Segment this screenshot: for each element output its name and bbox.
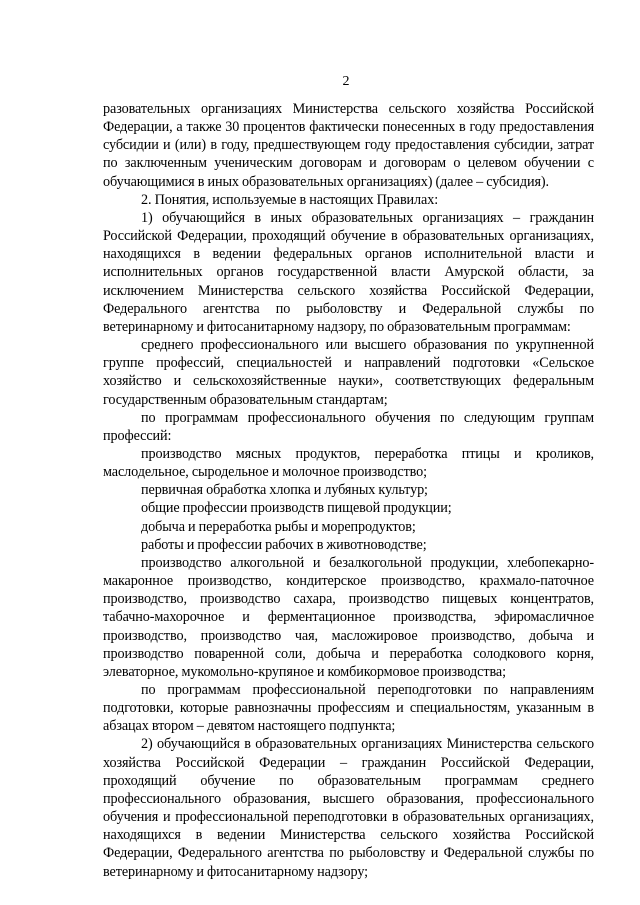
paragraph-item-1-secondary-higher-education: среднего профессионального или высшего образования по укрупненной группе профессий, специальностей и направлений подготовки «Сельское хозяйство и сельскохозяйственные науки», соответствующих федеральным государственным образовательным стандартам;: [103, 337, 594, 408]
list-item-beverage-bakery-production: производство алкогольной и безалкогольной продукции, хлебопекарно-макаронное производство, кондитерское производство, крахмало-паточное производство, производство сахара, производство пищевых концентратов, табачно-махорочное и ферментационное производства, эфиромасличное производство, производство чая, масложировое производство, добыча и производство поваренной соли, добыча и переработка солодкового корня, элеваторное, мукомольно-крупяное и комбикормовое производства;: [103, 554, 594, 680]
paragraph-item-1: 1) обучающийся в иных образовательных организациях – гражданин Российской Федерации, проходящий обучение в образовательных организациях, находящихся в ведении федеральных органов исполнительной власти и исполнительных органов государственной власти Амурской области, за исключением Министерства сельского хозяйства Российской Федерации, Федерального агентства по рыболовству и Федеральной службы по ветеринарному и фитосанитарному надзору, по образовательным программам:: [103, 209, 594, 335]
list-item-fish-seafood: добыча и переработка рыбы и морепродуктов;: [141, 518, 416, 535]
page-number: 2: [342, 74, 350, 89]
paragraph-subsidy-definition-continuation: разовательных организациях Министерства сельского хозяйства Российской Федерации, а также 30 процентов фактически понесенных в году предоставления субсидии и (или) в году, предшествующем году предоставления субсидии, затрат по заключенным ученическим договорам и договорам о целевом обучении с обучающимися в иных образовательных организациях) (далее – субсидия).: [103, 101, 594, 190]
paragraph-section-2-heading: 2. Понятия, используемые в настоящих Правилах:: [141, 191, 439, 208]
list-item-food-production-professions: общие профессии производств пищевой продукции;: [141, 500, 452, 517]
paragraph-item-2: 2) обучающийся в образовательных организациях Министерства сельского хозяйства Российской Федерации – гражданин Российской Федерации, проходящий обучение по образовательным программам среднего профессионального образования, высшего образования, профессионального обучения и профессиональной переподготовки в образовательных организациях, находящихся в ведении Министерства сельского хозяйства Российской Федерации, Федерального агентства по рыболовству и Федеральной службы по ветеринарному и фитосанитарному надзору;: [103, 736, 594, 880]
document-body: [103, 100, 594, 881]
list-item-meat-dairy-production: производство мясных продуктов, переработка птицы и кроликов, маслодельное, сыродельное и молочное производство;: [103, 445, 594, 481]
paragraph-item-1-retraining: по программам профессиональной переподготовки по направлениям подготовки, которые равнозначны профессиям и специальностям, указанным в абзацах втором – девятом настоящего подпункта;: [103, 682, 594, 735]
list-item-livestock-workers: работы и профессии рабочих в животноводстве;: [141, 536, 427, 553]
paragraph-item-1-vocational-training: по программам профессионального обучения по следующим группам профессий:: [103, 409, 594, 444]
list-item-cotton-bast-processing: первичная обработка хлопка и лубяных культур;: [141, 482, 428, 499]
